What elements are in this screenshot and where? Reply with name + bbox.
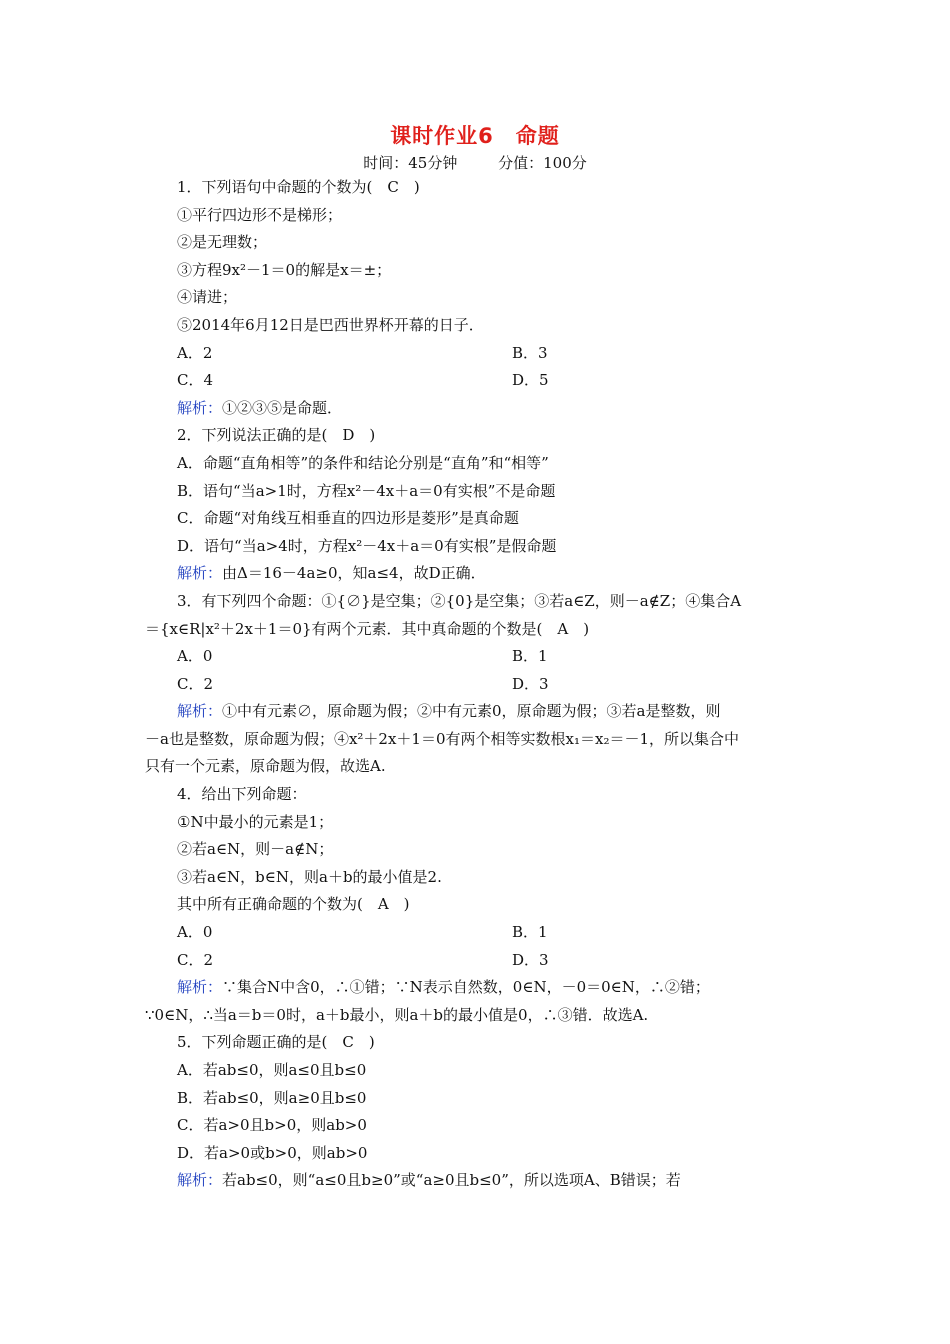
q2-option-a: A．命题“直角相等”的条件和结论分别是“直角”和“相等” <box>177 453 549 472</box>
question-list <box>145 174 815 1195</box>
q3-option-d: D．3 <box>512 674 549 693</box>
q1-item: ⑤2014年6月12日是巴西世界杯开幕的日子． <box>177 315 484 334</box>
solution-label: 解析： <box>177 1171 223 1190</box>
q1-option-b: B．3 <box>512 343 548 362</box>
q4-item: ③若a∈N，b∈N，则a＋b的最小值是2. <box>177 867 442 886</box>
q1-option-d: D．5 <box>512 371 549 390</box>
q5-solution-text: 若ab≤0，则“a≤0且b≥0”或“a≥0且b≤0”，所以选项A、B错误；若 <box>222 1171 681 1190</box>
q5-option-d: D．若a>0或b>0，则ab>0 <box>177 1143 368 1162</box>
q3-solution-text: ①中有元素∅，原命题为假；②中有元素0，原命题为假；③若a是整数，则 <box>222 702 721 721</box>
q4-option-d: D．3 <box>512 950 549 969</box>
q4-item: ①N中最小的元素是1； <box>177 812 334 831</box>
q4-stem: 4．给出下列命题： <box>177 785 307 804</box>
q5-option-a: A．若ab≤0，则a≤0且b≤0 <box>177 1061 367 1079</box>
q5-stem: 5．下列命题正确的是( C ) <box>177 1033 375 1052</box>
q1-solution-text: ①②③⑤是命题． <box>222 398 343 417</box>
q3-option-c: C．2 <box>177 674 214 693</box>
q4-solution-text: ∵集合N中含0，∴①错；∵N表示自然数，0∈N，－0＝0∈N，∴②错； <box>222 978 710 997</box>
q1-solution <box>145 395 815 423</box>
q2-solution <box>145 560 815 588</box>
q4-item: ②若a∈N，则－a∉N； <box>177 840 334 859</box>
q1-item: ④请进； <box>177 288 238 307</box>
q3-options-row <box>145 671 815 699</box>
q1-option-a: A．2 <box>177 343 213 362</box>
q2-stem: 2．下列说法正确的是( D ) <box>177 426 376 445</box>
q3-solution-line: －a也是整数，原命题为假；④x²＋2x＋1＝0有两个相等实数根x₁＝x₂＝－1，所以集合中 <box>145 729 739 748</box>
total-score: 分值：100分 <box>498 154 587 172</box>
solution-label: 解析： <box>177 978 223 997</box>
q5-solution <box>145 1167 815 1195</box>
q1-stem: 1．下列语句中命题的个数为( C ) <box>177 178 420 196</box>
q3-solution <box>145 698 815 726</box>
q2-solution-text: 由Δ＝16－4a≥0，知a≤4，故D正确． <box>222 564 486 583</box>
page-title: 课时作业6 命题 <box>390 124 560 148</box>
q4-option-a: A．0 <box>177 923 213 942</box>
q3-option-a: A．0 <box>177 647 213 666</box>
solution-label: 解析： <box>177 564 223 583</box>
q4-option-c: C．2 <box>177 950 214 969</box>
q2-option-c: C．命题“对角线互相垂直的四边形是菱形”是真命题 <box>177 509 519 528</box>
q3-stem-line: ＝{x∈R|x²＋2x＋1＝0}有两个元素．其中真命题的个数是( A ) <box>145 619 590 638</box>
solution-label: 解析： <box>177 398 223 417</box>
q2-option-b: B．语句“当a>1时，方程x²－4x＋a＝0有实根”不是命题 <box>177 481 556 500</box>
q1-item: ③方程9x²－1＝0的解是x＝±； <box>177 260 392 279</box>
q1-options-row <box>145 367 815 395</box>
q4-solution <box>145 974 815 1002</box>
q3-options-row <box>145 643 815 671</box>
q4-options-row <box>145 919 815 947</box>
q4-options-row <box>145 947 815 975</box>
time-limit: 时间：45分钟 <box>363 154 458 172</box>
q1-option-c: C．4 <box>177 371 214 390</box>
q4-question: 其中所有正确命题的个数为( A ) <box>177 895 410 914</box>
q5-option-c: C．若a>0且b>0，则ab>0 <box>177 1116 367 1135</box>
q1-options-row <box>145 340 815 368</box>
q1-item: ②是无理数； <box>177 233 268 252</box>
q3-option-b: B．1 <box>512 647 548 666</box>
q2-option-d: D．语句“当a>4时，方程x²－4x＋a＝0有实根”是假命题 <box>177 536 557 555</box>
q3-solution-line: 只有一个元素，原命题为假，故选A. <box>145 757 386 776</box>
q1-item: ①平行四边形不是梯形； <box>177 205 343 224</box>
q3-stem-line: 3．有下列四个命题：①{∅}是空集；②{0}是空集；③若a∈Z，则－a∉Z；④集合A <box>177 591 742 610</box>
page-subtitle <box>0 152 950 173</box>
solution-label: 解析： <box>177 702 223 721</box>
q5-option-b: B．若ab≤0，则a≥0且b≤0 <box>177 1088 367 1107</box>
q4-option-b: B．1 <box>512 923 548 942</box>
q4-solution-line: ∵0∈N，∴当a＝b＝0时，a＋b最小，则a＋b的最小值是0，∴③错．故选A. <box>145 1005 649 1024</box>
